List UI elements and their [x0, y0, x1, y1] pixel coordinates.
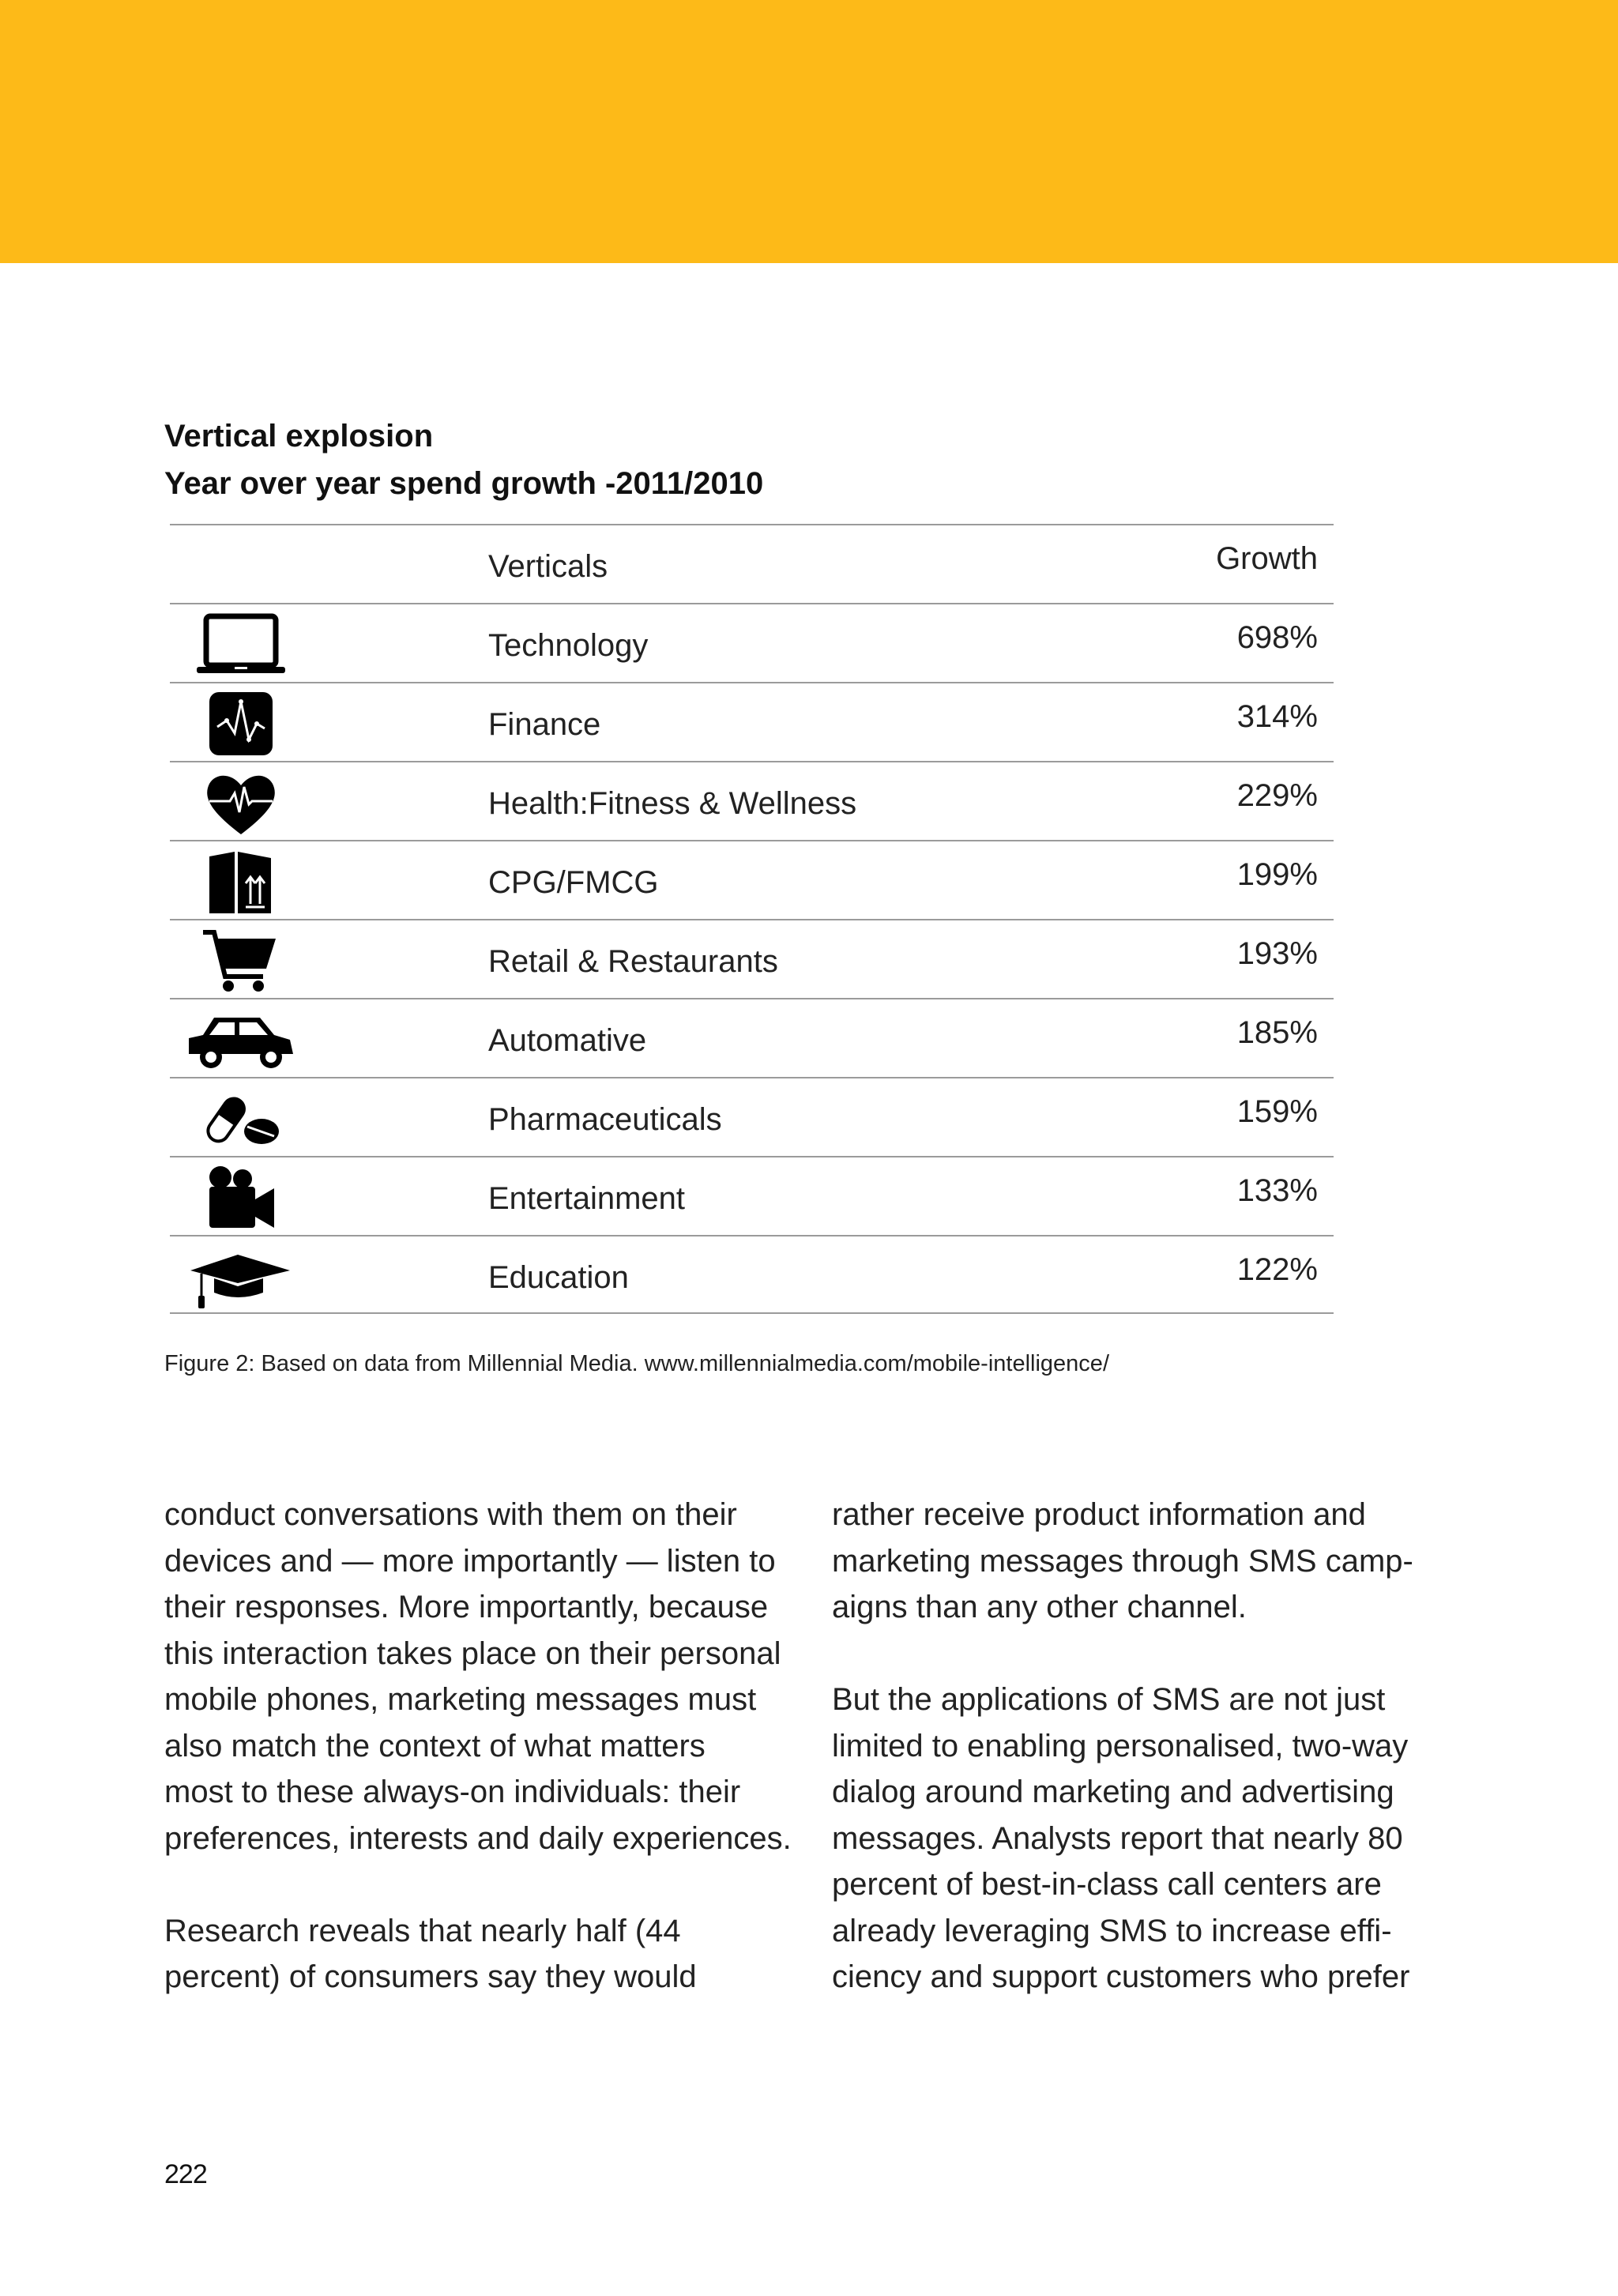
body-column-left: [164, 1492, 792, 2001]
header-growth: Growth: [1216, 541, 1318, 576]
stock-chart-icon: [186, 691, 296, 757]
text-line: also match the context of what matters: [164, 1728, 706, 1763]
package-box-icon: [186, 849, 296, 915]
text-line: conduct conversations with them on their: [164, 1497, 737, 1532]
pills-icon: [186, 1086, 296, 1152]
row-value: 133%: [1236, 1173, 1318, 1208]
text-line: most to these always-on individuals: their: [164, 1775, 741, 1809]
text-line: aigns than any other channel.: [832, 1590, 1247, 1624]
table-row: [170, 840, 1334, 919]
table-row: [170, 1077, 1334, 1156]
text-line: But the applications of SMS are not just: [832, 1682, 1386, 1717]
heart-pulse-icon: [186, 770, 296, 836]
table-row: [170, 603, 1334, 682]
text-line: mobile phones, marketing messages must: [164, 1682, 757, 1717]
header-banner: [0, 0, 1618, 263]
row-label: Education: [488, 1260, 629, 1295]
row-label: CPG/FMCG: [488, 865, 659, 900]
text-line: marketing messages through SMS camp-: [832, 1543, 1413, 1579]
text-line: preferences, interests and daily experiences.: [164, 1820, 792, 1856]
shopping-cart-icon: [186, 928, 296, 994]
table-row: [170, 682, 1334, 761]
text-line: limited to enabling personalised, two-way: [832, 1728, 1409, 1763]
text-line: percent) of consumers say they would: [164, 1959, 697, 1994]
text-line: dialog around marketing and advertising: [832, 1775, 1394, 1809]
text-line: rather receive product information and: [832, 1497, 1366, 1532]
text-line: their responses. More importantly, because: [164, 1590, 769, 1624]
table-row: [170, 761, 1334, 840]
graduation-cap-icon: [186, 1244, 296, 1310]
table-header-row: [170, 524, 1334, 603]
laptop-icon: [186, 612, 296, 678]
row-label: Pharmaceuticals: [488, 1102, 722, 1137]
text-line: Research reveals that nearly half (44: [164, 1913, 681, 1948]
row-label: Entertainment: [488, 1181, 686, 1216]
row-label: Technology: [488, 628, 649, 663]
text-line: already leveraging SMS to increase effi-: [832, 1913, 1392, 1948]
row-value: 199%: [1236, 857, 1318, 892]
growth-table: [170, 524, 1334, 1314]
body-column-right: [832, 1492, 1413, 2001]
table-row: [170, 919, 1334, 998]
row-label: Finance: [488, 707, 601, 742]
table-row: [170, 998, 1334, 1077]
row-value: 159%: [1236, 1094, 1318, 1129]
row-value: 229%: [1236, 778, 1318, 813]
text-line: this interaction takes place on their personal: [164, 1635, 781, 1671]
row-value: 314%: [1236, 699, 1318, 734]
figure-subtitle: Year over year spend growth -2011/2010: [164, 466, 764, 501]
figure-heading: [164, 412, 763, 507]
row-value: 185%: [1236, 1015, 1318, 1050]
row-value: 122%: [1236, 1252, 1318, 1287]
text-line: percent of best-in-class call centers are: [832, 1867, 1382, 1902]
row-label: Health:Fitness & Wellness: [488, 786, 857, 821]
row-value: 193%: [1236, 936, 1318, 971]
car-icon: [186, 1007, 296, 1073]
table-row: [170, 1156, 1334, 1235]
figure-caption: Figure 2: Based on data from Millennial Media. www.millennialmedia.com/mobile-intelligence/: [164, 1351, 1109, 1376]
text-line: ciency and support customers who prefer: [832, 1959, 1410, 1994]
page-number: 222: [164, 2159, 207, 2189]
movie-camera-icon: [186, 1165, 296, 1231]
table-row: [170, 1235, 1334, 1314]
row-label: Retail & Restaurants: [488, 944, 778, 979]
header-verticals: Verticals: [488, 549, 608, 584]
text-line: devices and — more importantly — listen to: [164, 1543, 776, 1579]
row-label: Automative: [488, 1023, 647, 1058]
row-value: 698%: [1236, 620, 1318, 655]
figure-title: Vertical explosion: [164, 419, 434, 454]
text-line: messages. Analysts report that nearly 80: [832, 1820, 1403, 1856]
